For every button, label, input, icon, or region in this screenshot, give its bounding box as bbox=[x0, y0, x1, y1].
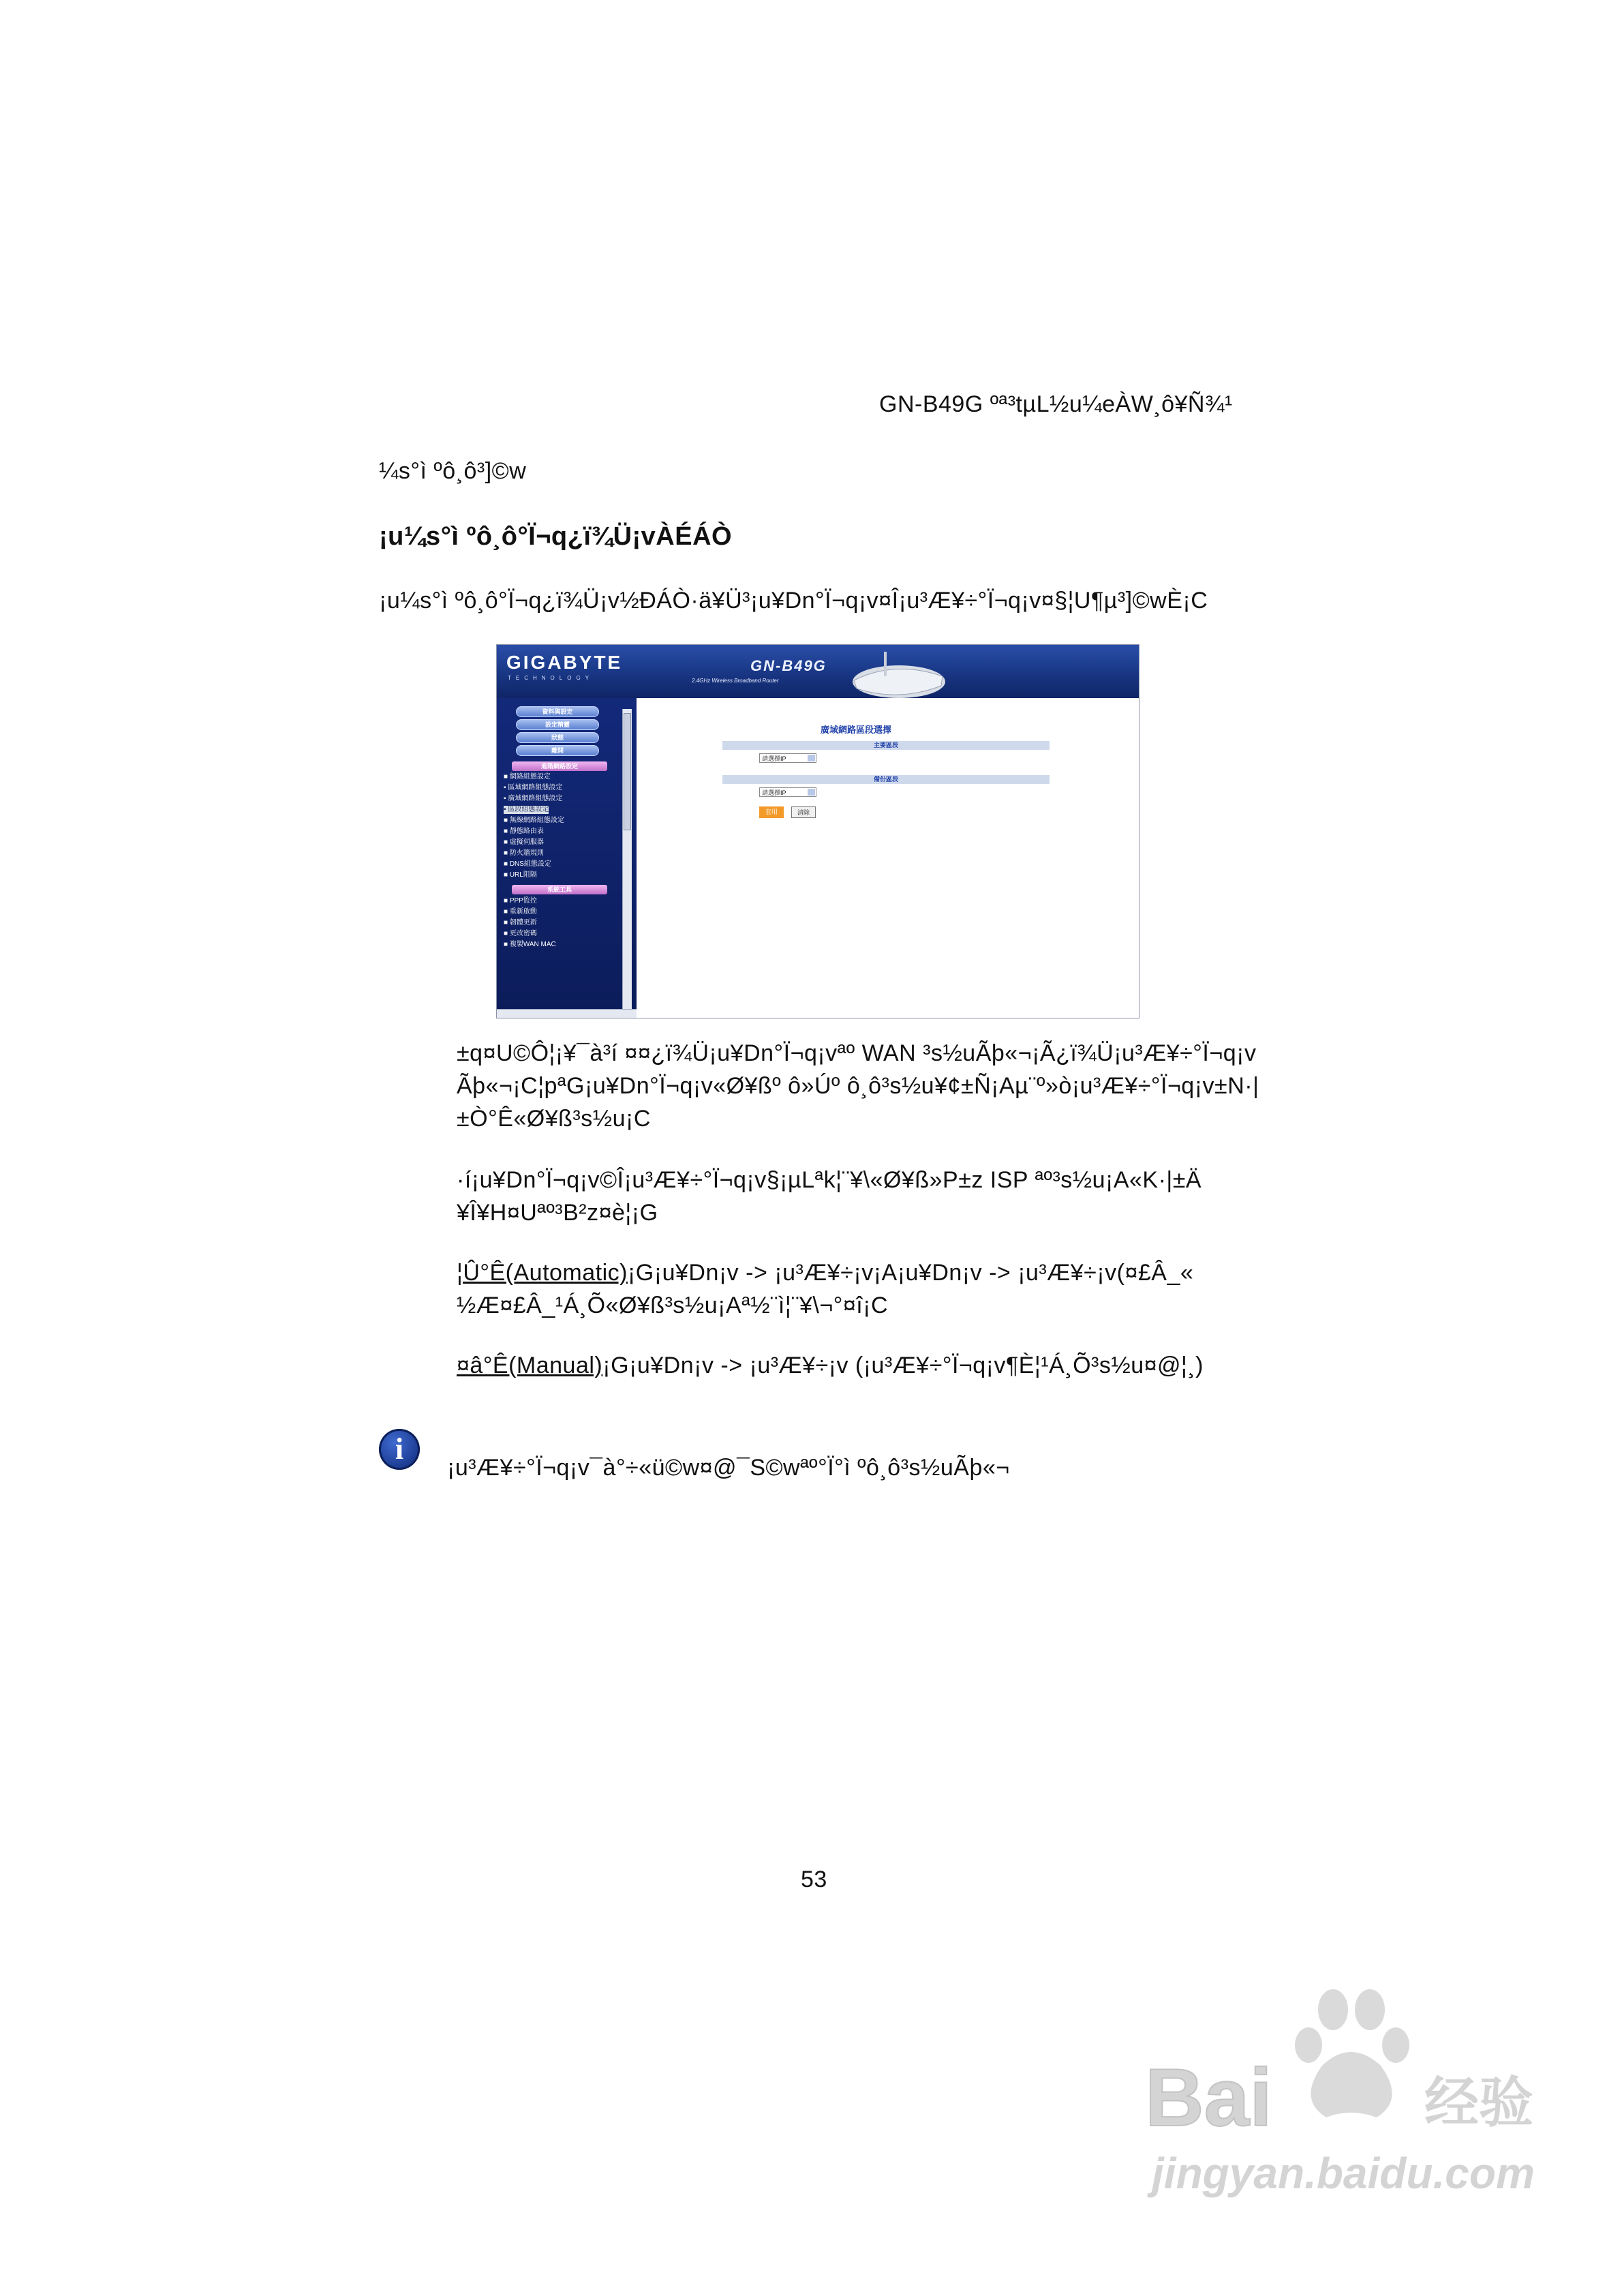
running-head: GN-B49G ºª³tµL½u¼eÀW¸ô¥Ñ¾¹ bbox=[879, 391, 1233, 417]
automatic-term: ¦Û°Ê(Automatic) bbox=[457, 1260, 628, 1286]
para2-line2: ¥Î¥H¤Uªº³B²z¤è¦¡G bbox=[457, 1200, 658, 1226]
menu-button-logout[interactable]: 離開 bbox=[516, 745, 599, 756]
nav-item[interactable]: ▪ 區域網路組態設定 bbox=[504, 784, 563, 791]
nav-item-selected[interactable]: ▪ 區段組態設定 bbox=[504, 806, 549, 813]
nav-hscrollbar[interactable] bbox=[497, 1009, 637, 1018]
nav-item[interactable]: ■ 靜態路由表 bbox=[504, 828, 544, 835]
chevron-down-icon bbox=[808, 789, 815, 796]
para2-line1: ·í¡u¥Dn°Ï¬q¡v©Î¡u³Æ¥÷°Ï¬q¡v§¡µLªk¦¨¥\«Ø¥ß»P±z ISP ªº³s½u¡A«K·|±Ä bbox=[457, 1167, 1202, 1193]
baidu-watermark-logo bbox=[1131, 1963, 1540, 2236]
manual-term: ¤â°Ê(Manual) bbox=[457, 1353, 603, 1378]
para4-line: ¤â°Ê(Manual)¡G¡u¥Dn¡v -> ¡u³Æ¥÷¡v (¡u³Æ¥÷°Ï¬q¡v¶È¦¹Á¸Õ³s½u¤@¦¸) bbox=[457, 1353, 1204, 1378]
para1-line1: ±q¤U©Ô¦¡¥¯à³í ¤¤¿ï¾Ü¡u¥Dn°Ï¬q¡vªº WAN ³s½uÃþ«¬¡Ã¿ï¾Ü¡u³Æ¥÷°Ï¬q¡v bbox=[457, 1040, 1257, 1066]
nav-item[interactable]: ▪ 廣域網路組態設定 bbox=[504, 795, 563, 802]
apply-button[interactable]: 套用 bbox=[759, 806, 784, 818]
menu-button-wizard[interactable]: 設定精靈 bbox=[516, 719, 599, 730]
menu-button-info[interactable]: 資料與設定 bbox=[516, 706, 599, 717]
watermark-brand: Bai bbox=[1145, 2052, 1272, 2143]
info-icon: i bbox=[379, 1429, 420, 1470]
primary-select[interactable]: 請選擇IP bbox=[759, 753, 816, 763]
tool-item[interactable]: ■ 韌體更新 bbox=[504, 919, 537, 926]
para1-line2: Ãþ«¬¡C¦pªG¡u¥Dn°Ï¬q¡v«Ø¥ßº ô»Úº ô¸ô³s½u¥¢±Ñ¡Aµ¨º»ò¡u³Æ¥÷°Ï¬q¡v±N·| bbox=[457, 1073, 1259, 1099]
gigabyte-logo-sub: TECHNOLOGY bbox=[508, 675, 594, 681]
gigabyte-logo: GIGABYTE bbox=[506, 652, 623, 673]
router-model-sub: 2.4GHz Wireless Broadband Router bbox=[692, 678, 779, 684]
chevron-down-icon bbox=[808, 755, 815, 761]
nav-item[interactable]: ■ 虛擬伺服器 bbox=[504, 839, 544, 846]
intro-text: ¡u¼s°ì ºô¸ô°Ï¬q¿ï¾Ü¡v½ÐÁÒ·ä¥Ü³¡u¥Dn°Ï¬q¡v¤Î¡u³Æ¥÷°Ï¬q¡v¤§¦U¶µ³]©wÈ¡C bbox=[379, 588, 1208, 614]
router-device-image bbox=[833, 646, 949, 706]
section-title: ¡u¼s°ì ºô¸ô°Ï¬q¿ï¾Ü¡vÀÉÁÒ bbox=[379, 522, 733, 551]
note-text: ¡u³Æ¥÷°Ï¬q¡v¯à°÷«ü©w¤@¯S©wªº°Ï°ì ºô¸ô³s½uÃþ«¬ bbox=[447, 1455, 1010, 1481]
page-number: 53 bbox=[801, 1867, 827, 1892]
nav-item[interactable]: ■ DNS組態設定 bbox=[504, 860, 551, 868]
tool-item[interactable]: ■ 複製WAN MAC bbox=[504, 941, 556, 948]
content-title: 廣域網路區段選擇 bbox=[821, 725, 892, 735]
watermark-url: jingyan.baidu.com bbox=[1152, 2149, 1535, 2198]
tool-item[interactable]: ■ 更改密碼 bbox=[504, 930, 537, 937]
section-header-tools: 系統工具 bbox=[512, 885, 607, 894]
tool-item[interactable]: ■ PPP監控 bbox=[504, 897, 537, 905]
router-screenshot bbox=[496, 644, 1139, 1018]
nav-item[interactable]: ■ 防火牆規則 bbox=[504, 849, 544, 857]
nav-item[interactable]: ■ 無線網路組態設定 bbox=[504, 817, 564, 824]
tool-item[interactable]: ■ 重新啟動 bbox=[504, 908, 537, 916]
watermark-brand-tail: 经验 bbox=[1424, 2071, 1533, 2134]
nav-item[interactable]: ■ URL阻隔 bbox=[504, 871, 537, 879]
menu-button-status[interactable]: 狀態 bbox=[516, 732, 599, 743]
section-header-advanced: 進階網路設定 bbox=[512, 761, 607, 771]
para1-line3: ±Ò°Ê«Ø¥ß³s½u¡C bbox=[457, 1106, 651, 1132]
primary-section-band: 主要區段 bbox=[722, 741, 1050, 750]
nav-scroll-thumb[interactable] bbox=[624, 713, 631, 830]
clear-button[interactable]: 清除 bbox=[791, 806, 816, 818]
section-label: ¼s°ì ºô¸ô³]©w bbox=[379, 458, 527, 484]
router-model: GN-B49G bbox=[750, 657, 827, 674]
nav-item[interactable]: ■ 網路組態設定 bbox=[504, 773, 551, 781]
backup-select[interactable]: 請選擇IP bbox=[759, 787, 816, 797]
backup-section-band: 備份區段 bbox=[722, 775, 1050, 784]
router-content-area bbox=[637, 698, 1139, 1018]
para3-line1: ¦Û°Ê(Automatic)¡G¡u¥Dn¡v -> ¡u³Æ¥÷¡v¡A¡u¥Dn¡v -> ¡u³Æ¥÷¡v(¤£Â_« bbox=[457, 1260, 1194, 1286]
para3-line2: ½Æ¤£Â_¹Á¸Õ«Ø¥ß³s½u¡Aª½¨ì¦¨¥\¬°¤î¡C bbox=[457, 1293, 889, 1318]
